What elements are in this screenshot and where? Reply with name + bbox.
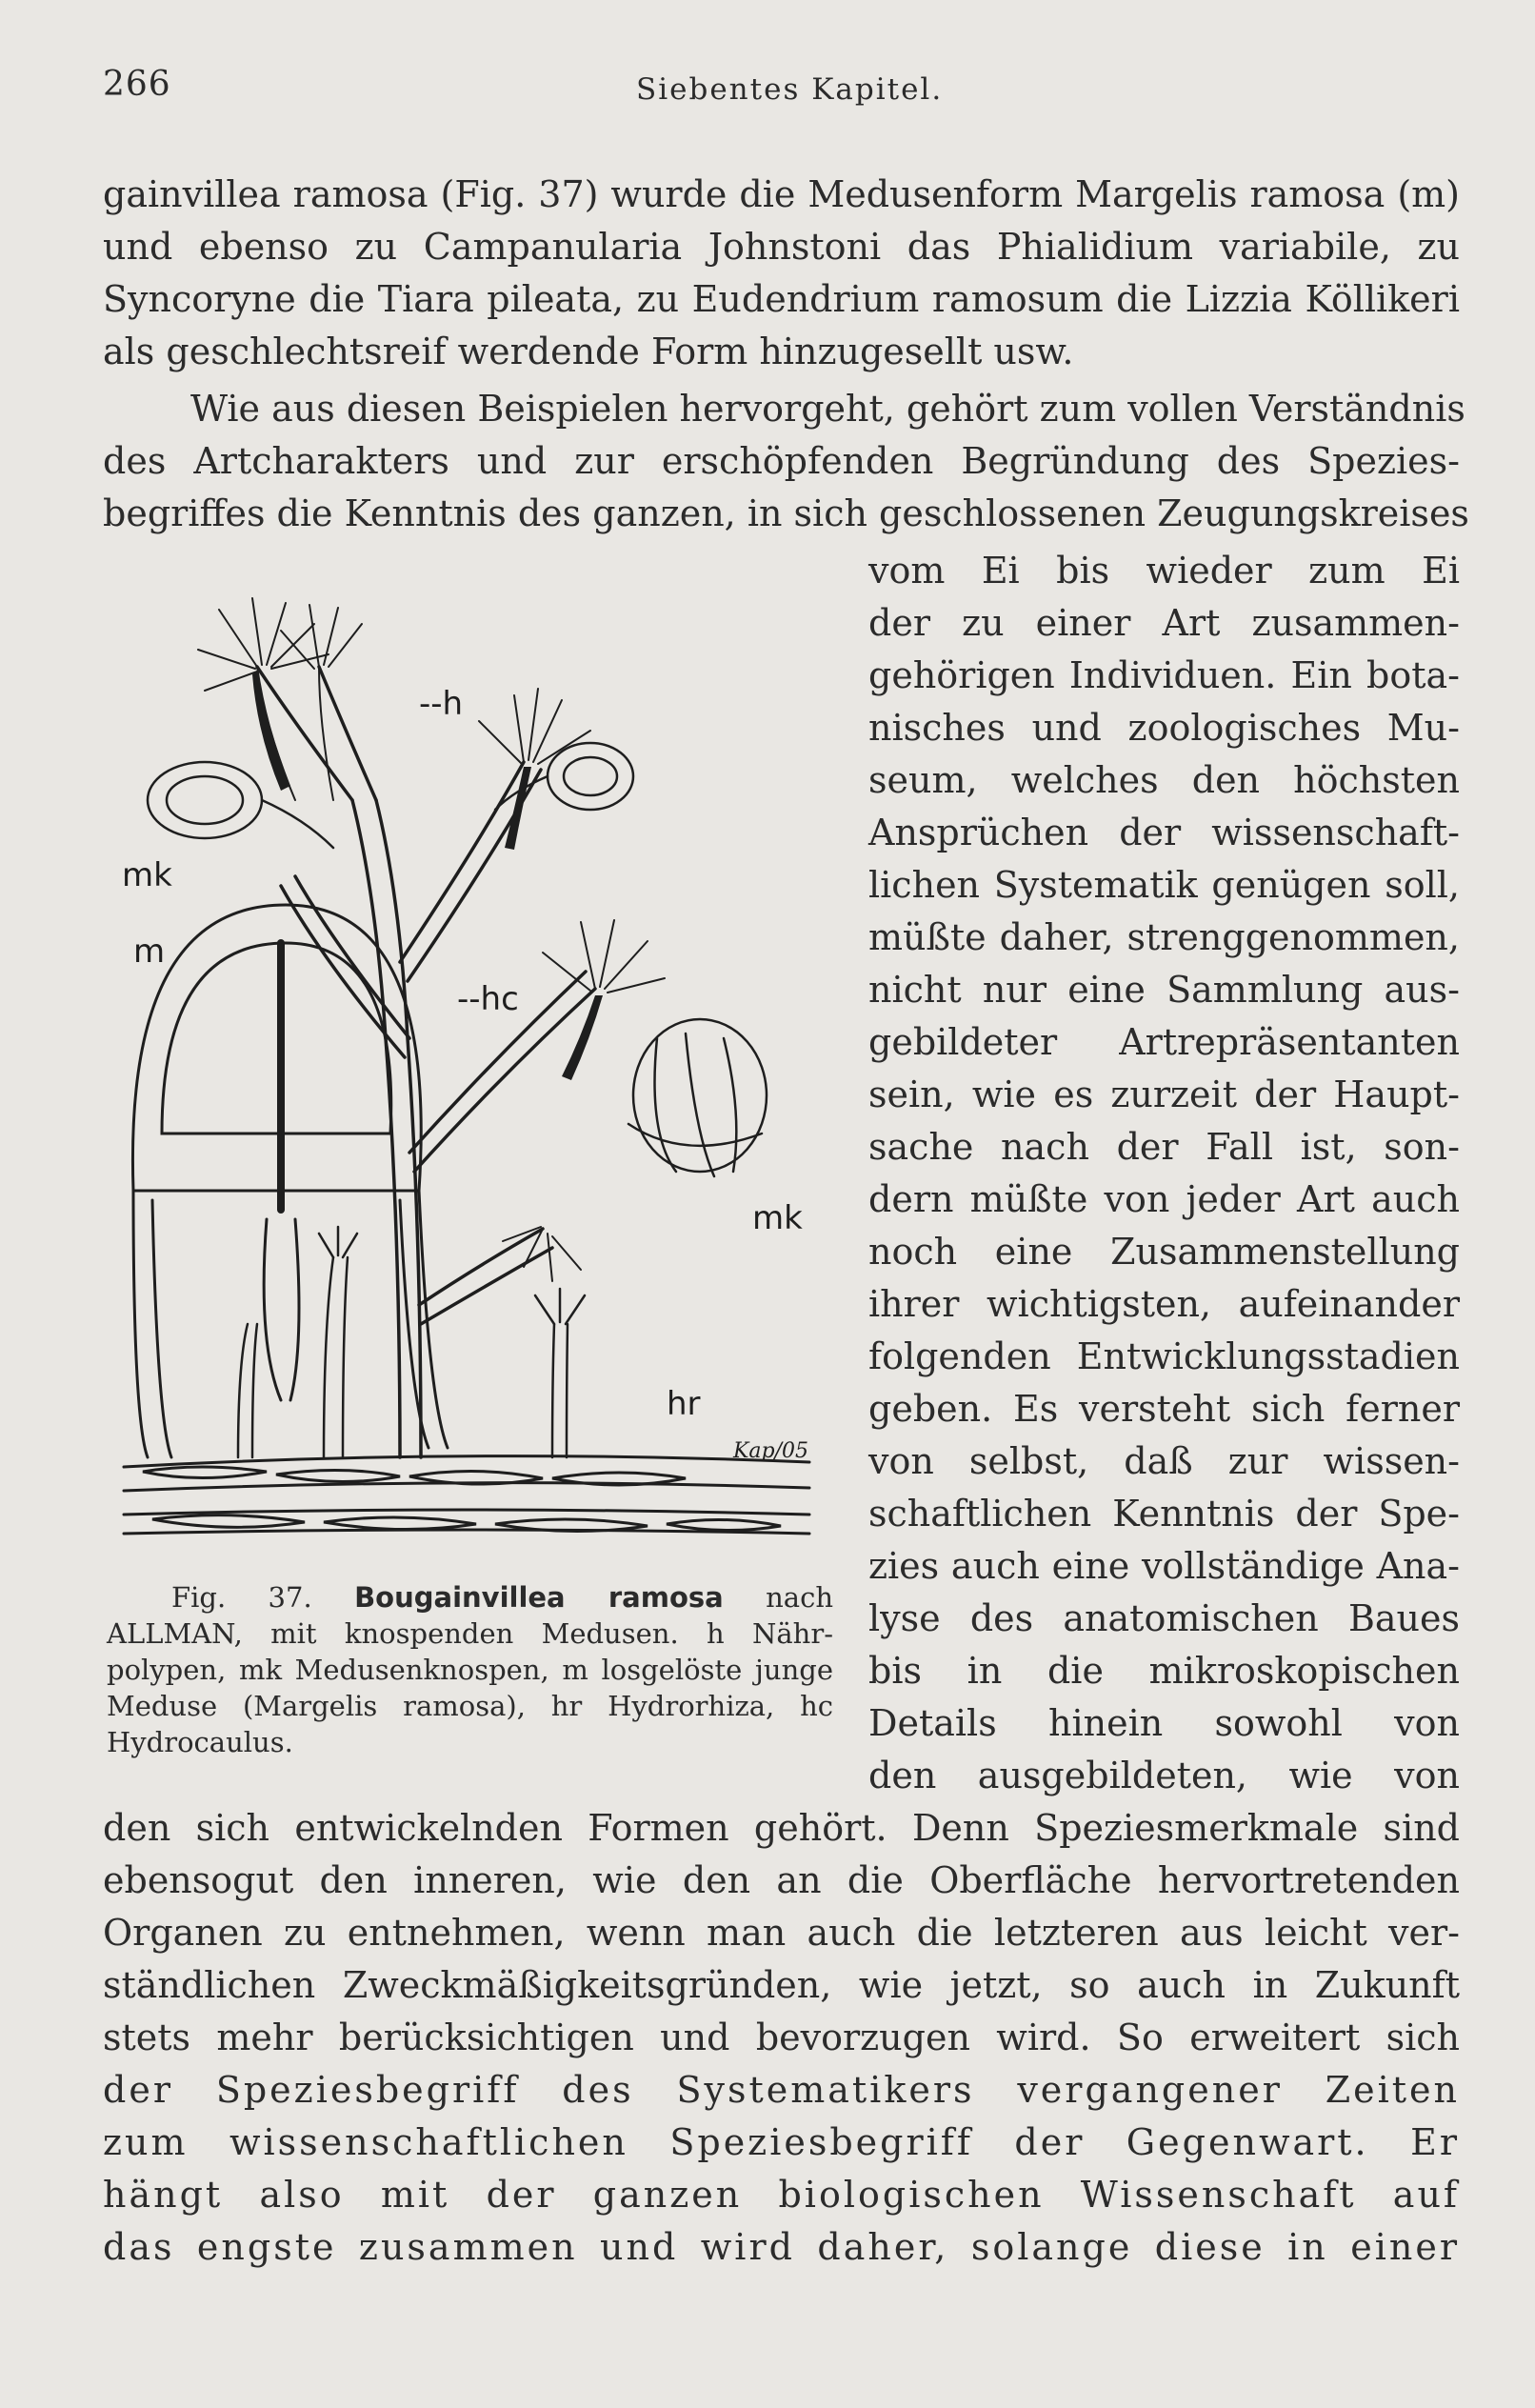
running-head: Siebentes Kapitel. [636,72,944,107]
text-line: den sich entwickelnden Formen gehört. Denn Speziesmerkmale sind [103,1807,1460,1849]
text-line: der zu einer Art zusammen- [868,602,1460,644]
label-mk-right: mk [752,1199,803,1237]
text-line: gainvillea ramosa (Fig. 37) wurde die Medusenform Margelis ramosa (m) [103,173,1460,215]
text-line: ebensogut den inneren, wie den an die Oberfläche hervortretenden [103,1859,1460,1901]
hydroid-figure [114,562,819,1572]
caption-fig-number: Fig. 37. [171,1581,312,1614]
label-hc: --hc [457,980,519,1018]
text-line: von selbst, daß zur wissen- [868,1440,1460,1482]
page-number: 266 [103,65,171,104]
label-m: m [133,933,166,971]
text-line: begriffes die Kenntnis des ganzen, in sich geschlossenen Zeugungskreises [103,492,1469,534]
text-line: sein, wie es zurzeit der Haupt- [868,1074,1460,1115]
text-line: ihrer wichtigsten, aufeinander [868,1283,1460,1325]
label-hr: hr [667,1385,701,1423]
text-line: des Artcharakters und zur erschöpfenden Begründung des Spezies- [103,440,1460,482]
text-line: den ausgebildeten, wie von [868,1755,1460,1796]
text-line: stets mehr berücksichtigen und bevorzugen wird. So erweitert sich [103,2017,1460,2058]
artist-signature: Kap/05 [733,1439,809,1463]
text-line: Details hinein sowohl von [868,1702,1460,1744]
figure-caption-line: ALLMAN, mit knospenden Medusen. h Nähr- [107,1617,833,1650]
text-line: bis in die mikroskopischen [868,1650,1460,1692]
text-line: schaftlichen Kenntnis der Spe- [868,1493,1460,1535]
text-line: noch eine Zusammenstellung [868,1231,1460,1273]
text-line: Syncoryne die Tiara pileata, zu Eudendrium ramosum die Lizzia Köllikeri [103,278,1460,320]
text-line: Organen zu entnehmen, wenn man auch die letzteren aus leicht ver- [103,1912,1460,1954]
text-line: vom Ei bis wieder zum Ei [868,550,1460,592]
figure-caption-line: polypen, mk Medusenknospen, m losgelöste junge [107,1654,833,1686]
caption-title: Bougainvillea ramosa [354,1581,724,1614]
caption-after-title: nach [766,1581,834,1614]
young-polyp [238,1227,585,1457]
text-line: und ebenso zu Campanularia Johnstoni das Phialidium variabile, zu [103,226,1460,268]
text-line: lichen Systematik genügen soll, [868,864,1460,906]
text-line: nisches und zoologisches Mu- [868,707,1460,749]
text-line: geben. Es versteht sich ferner [868,1388,1460,1430]
text-line: der Speziesbegriff des Systematikers vergangener Zeiten [103,2069,1460,2111]
text-line: zum wissenschaftlichen Speziesbegriff der Gegenwart. Er [103,2121,1460,2163]
text-line: Ansprüchen der wissenschaft- [868,812,1460,853]
text-line: gebildeter Artrepräsentanten [868,1021,1460,1063]
hydrocaulus [257,667,595,1457]
text-line: Wie aus diesen Beispielen hervorgeht, gehört zum vollen Verständnis [190,388,1465,430]
text-line: das engste zusammen und wird daher, solange diese in einer [103,2226,1460,2268]
figure-caption-line: Hydrocaulus. [107,1726,293,1758]
text-line: müßte daher, strenggenommen, [868,916,1460,958]
medusa-buds [148,743,767,1176]
text-line: nicht nur eine Sammlung aus- [868,969,1460,1011]
text-line: hängt also mit der ganzen biologischen Wissenschaft auf [103,2174,1460,2216]
figure-caption-line: Meduse (Margelis ramosa), hr Hydrorhiza, hc [107,1690,833,1722]
text-line: folgenden Entwicklungsstadien [868,1335,1460,1377]
hydrorhiza-base [124,1456,809,1534]
label-mk-left: mk [122,856,172,894]
text-line: lyse des anatomischen Baues [868,1597,1460,1639]
text-line: dern müßte von jeder Art auch [868,1178,1460,1220]
text-line: zies auch eine vollständige Ana- [868,1545,1460,1587]
text-line: als geschlechtsreif werdende Form hinzugesellt usw. [103,331,1074,372]
figure-labels [122,685,808,1463]
text-line: sache nach der Fall ist, son- [868,1126,1460,1168]
figure-caption-line [171,1579,833,1615]
label-h: --h [419,685,464,723]
text-line: gehörigen Individuen. Ein bota- [868,654,1460,696]
text-line: ständlichen Zweckmäßigkeitsgründen, wie jetzt, so auch in Zukunft [103,1964,1460,2006]
text-line: seum, welches den höchsten [868,759,1460,801]
